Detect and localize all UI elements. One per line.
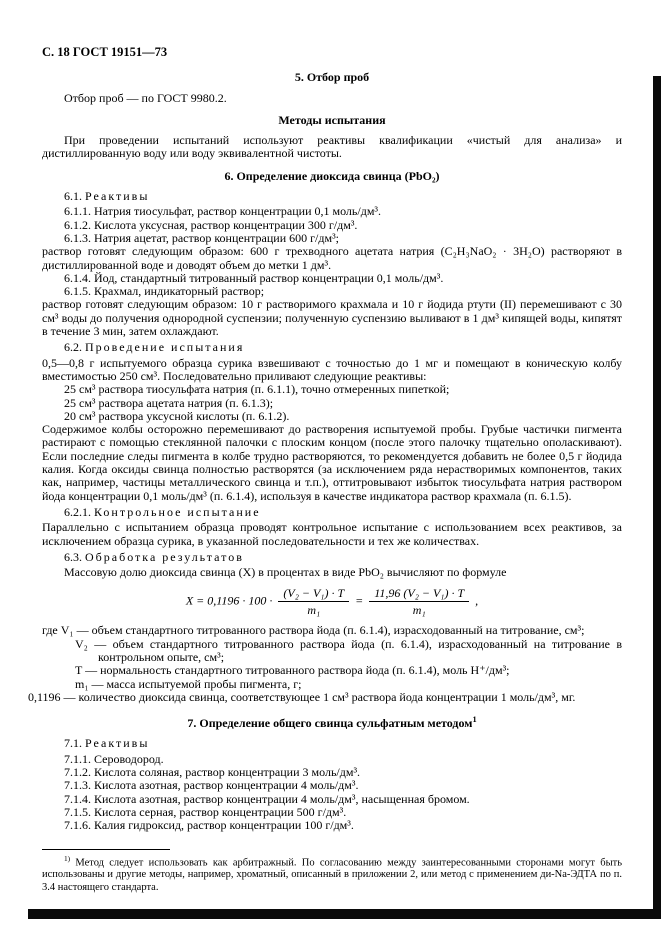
reagent-item: 7.1.6. Калия гидроксид, раствор концентрации 100 г/дм³. bbox=[64, 818, 354, 833]
footnote-text bbox=[42, 853, 622, 894]
reagent-item: 7.1.1. Сероводород. bbox=[64, 751, 164, 766]
subsection-6-2-heading bbox=[42, 341, 622, 354]
formula-tail: , bbox=[475, 593, 479, 608]
subsection-label: Проведение испытания bbox=[85, 340, 245, 355]
reagent-item: 7.1.4. Кислота азотная, раствор концентрации 4 моль/дм³, насыщенная бромом. bbox=[64, 791, 470, 806]
page-content bbox=[28, 45, 622, 894]
subsection-label: Реактивы bbox=[85, 736, 150, 751]
footnote-reference: 1 bbox=[472, 715, 477, 725]
list-item: 20 см³ раствора уксусной кислоты (п. 6.1.2). bbox=[64, 408, 290, 423]
scan-edge-right bbox=[653, 76, 661, 919]
footnote bbox=[42, 849, 622, 894]
reagent-item: 6.1.5. Крахмал, индикаторный раствор; bbox=[64, 284, 265, 299]
reagent-item: 6.1.4. Йод, стандартный титрованный раствор концентрации 0,1 моль/дм³. bbox=[64, 270, 444, 285]
subsection-label: Обработка результатов bbox=[85, 549, 244, 564]
list-item: 25 см³ раствора тиосульфата натрия (п. 6.1.1), точно отмеренных пипеткой; bbox=[64, 382, 450, 397]
subsection-number: 6.2.1. bbox=[64, 504, 91, 519]
page-header: С. 18 ГОСТ 19151—73 bbox=[42, 45, 168, 59]
subsection-7-1-heading bbox=[42, 737, 622, 750]
reagent-item: 6.1.2. Кислота уксусная, раствор концентрации 300 г/дм³. bbox=[64, 217, 358, 232]
footnote-marker: 1) bbox=[64, 853, 71, 863]
subsection-label: Контрольное испытание bbox=[94, 504, 261, 519]
section-5-title: 5. Отбор проб bbox=[294, 70, 370, 85]
reagent-item: 6.1.1. Натрия тиосульфат, раствор концентрации 0,1 моль/дм³. bbox=[64, 204, 382, 219]
subsection-number: 6.3. bbox=[64, 549, 82, 564]
definition-item: m₁ — масса испытуемой пробы пигмента, г; bbox=[75, 676, 302, 691]
methods-body: При проведении испытаний используют реактивы квалификации «чистый для анализа» и дистиллированную воду или воду эквивалентной чистоты. bbox=[42, 133, 622, 161]
fraction-denominator: m₁ bbox=[412, 603, 426, 618]
fraction bbox=[275, 586, 352, 617]
reagent-note: раствор готовят следующим образом: 10 г растворимого крахмала и 10 г йодида ртути (II) перемешивают с 30 см³ воды до получения однородной суспензии; полученную суспензию выливают в 1 дм³ кипящей воды, кипятят в течение 3 мин, затем охлаждают. bbox=[42, 297, 622, 339]
subsection-label: Реактивы bbox=[85, 189, 150, 204]
footnote-body: Метод следует использовать как арбитражный. По согласованию между заинтересованными сторонами могут быть использованы и другие методы, например, хроматный, описанный в приложении 2, или метод с применением ди-Na-ЭДТА по п. 3.4 настоящего стандарта. bbox=[42, 857, 622, 893]
subsection-6-2-1-heading bbox=[42, 506, 622, 519]
fraction-denominator: m₁ bbox=[307, 603, 321, 618]
list-item: 25 см³ раствора ацетата натрия (п. 6.1.3); bbox=[64, 395, 274, 410]
section-5-body: Отбор проб — по ГОСТ 9980.2. bbox=[64, 90, 227, 105]
fraction-numerator: (V₂ − V₁) · T bbox=[278, 586, 349, 602]
formula-equals: = bbox=[355, 593, 364, 608]
definition-item: V₂ — объем стандартного титрованного раствора йода (п. 6.1.4), израсходованный на титрование в контрольном опыте, см³; bbox=[75, 636, 622, 664]
section-6-title: 6. Определение диоксида свинца (PbO₂) bbox=[224, 168, 440, 183]
paragraph: Параллельно с испытанием образца проводят контрольное испытание с использованием всех реактивов, за исключением образца сурика, в указанной последовательности и тех же количествах. bbox=[42, 520, 622, 548]
subsection-number: 7.1. bbox=[64, 736, 82, 751]
reagent-note: раствор готовят следующим образом: 600 г трехводного ацетата натрия (C₂H₃NaO₂ · 3H₂O) растворяют в дистиллированной воде и доводят объем до метки 1 дм³. bbox=[42, 244, 622, 272]
reagent-item: 6.1.3. Натрия ацетат, раствор концентрации 600 г/дм³; bbox=[64, 230, 339, 245]
definition-item: где V₁ — объем стандартного титрованного раствора йода (п. 6.1.4), израсходованный на титрование, см³; bbox=[42, 623, 585, 638]
footnote-rule bbox=[42, 849, 170, 850]
formula bbox=[42, 586, 622, 617]
paragraph: 0,5—0,8 г испытуемого образца сурика взвешивают с точностью до 1 мг и помещают в коническую колбу вместимостью 250 см³. Последовательно приливают следующие реактивы: bbox=[42, 355, 622, 383]
subsection-6-3-heading bbox=[42, 551, 622, 564]
fraction bbox=[366, 586, 472, 617]
paragraph: Содержимое колбы осторожно перемешивают до растворения испытуемой пробы. Грубые частички пигмента растирают с помощью стеклянной палочки с плоским концом (после этого палочку тщательно ополаскивают). Если последние следы пигмента в колбе трудно растворяются, то рекомендуется добавить не более 0,5 г йодида калия. Когда оксиды свинца полностью растворятся (за исключением ряда нерастворимых компонентов, таких как, например, частицы металлического свинца и т.п.), оттитровывают избыток тиосульфата натрия раствором йода концентрации 0,1 моль/дм³ (п. 6.1.4), используя в качестве индикатора раствор крахмала (п. 6.1.5). bbox=[42, 422, 622, 503]
methods-title: Методы испытания bbox=[278, 112, 386, 127]
subsection-6-1-heading bbox=[42, 190, 622, 203]
formula-lhs: X = 0,1196 · 100 · bbox=[185, 593, 273, 608]
reagent-item: 7.1.3. Кислота азотная, раствор концентрации 4 моль/дм³. bbox=[64, 778, 359, 793]
subsection-number: 6.1. bbox=[64, 189, 82, 204]
reagent-item: 7.1.2. Кислота соляная, раствор концентрации 3 моль/дм³. bbox=[64, 765, 361, 780]
section-7-title bbox=[42, 713, 622, 730]
paragraph: Массовую долю диоксида свинца (X) в процентах в виде PbO₂ вычисляют по формуле bbox=[64, 565, 507, 580]
section-7-title-text: 7. Определение общего свинца сульфатным методом bbox=[187, 716, 473, 731]
reagent-item: 7.1.5. Кислота серная, раствор концентрации 500 г/дм³. bbox=[64, 804, 347, 819]
subsection-number: 6.2. bbox=[64, 340, 82, 355]
definition-item: 0,1196 — количество диоксида свинца, соответствующее 1 см³ раствора йода концентрации 1 моль/дм³, мг. bbox=[28, 689, 576, 704]
fraction-numerator: 11,96 (V₂ − V₁) · T bbox=[369, 586, 469, 602]
scan-edge-bottom bbox=[28, 909, 661, 919]
definition-item: T — нормальность стандартного титрованного раствора йода (п. 6.1.4), моль Н⁺/дм³; bbox=[75, 663, 510, 678]
